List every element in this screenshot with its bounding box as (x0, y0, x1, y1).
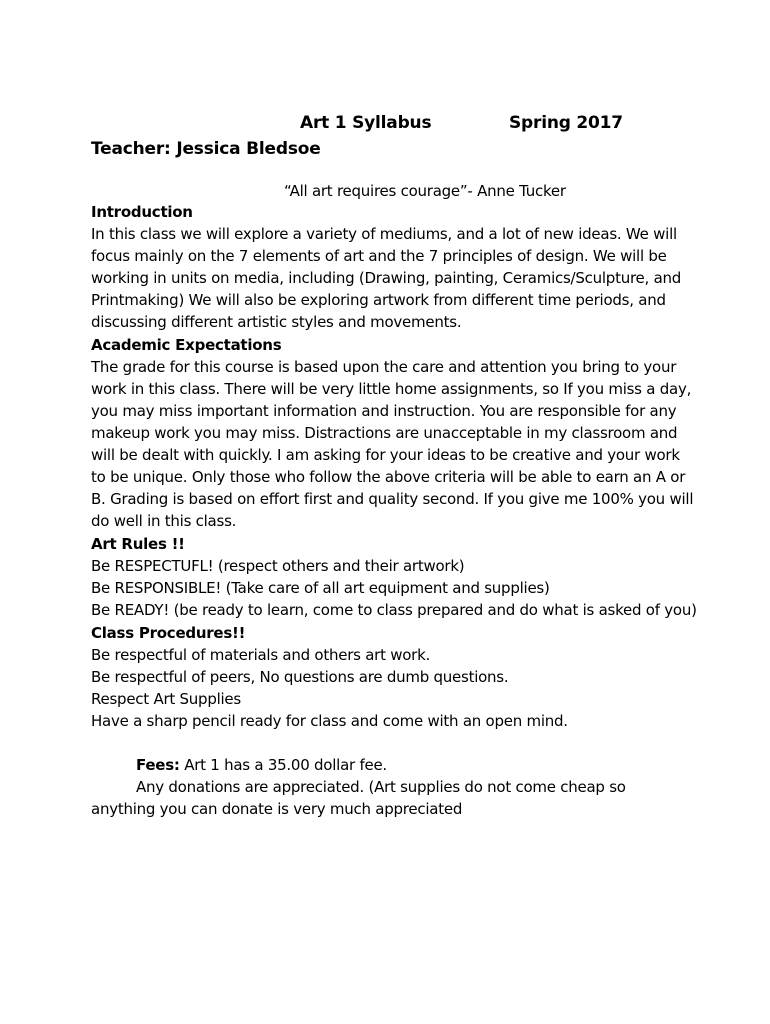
fees-label: Fees: (136, 756, 180, 774)
paragraph-line: do well in this class. (91, 512, 237, 530)
section-heading-introduction: Introduction (91, 203, 193, 221)
paragraph-line: will be dealt with quickly. I am asking for your ideas to be creative and your work (91, 446, 680, 464)
course-title: Art 1 Syllabus (300, 113, 432, 133)
paragraph-line: to be unique. Only those who follow the above criteria will be able to earn an A or (91, 468, 686, 486)
rule-item: Be READY! (be ready to learn, come to class prepared and do what is asked of you) (91, 601, 697, 619)
section-heading-rules: Art Rules !! (91, 535, 185, 553)
paragraph-line: you may miss important information and instruction. You are responsible for any (91, 402, 677, 420)
section-heading-academic: Academic Expectations (91, 336, 282, 354)
paragraph-line: work in this class. There will be very little home assignments, so If you miss a day, (91, 380, 692, 398)
paragraph-line: Printmaking) We will also be exploring artwork from different time periods, and (91, 291, 666, 309)
paragraph-line: working in units on media, including (Drawing, painting, Ceramics/Sculpture, and (91, 269, 682, 287)
procedure-item: Be respectful of peers, No questions are dumb questions. (91, 668, 509, 686)
quote: “All art requires courage”- Anne Tucker (284, 182, 566, 200)
paragraph-line: discussing different artistic styles and movements. (91, 313, 462, 331)
paragraph-line: In this class we will explore a variety of mediums, and a lot of new ideas. We will (91, 225, 677, 243)
donation-line: Any donations are appreciated. (Art supplies do not come cheap so (136, 778, 626, 796)
procedure-item: Be respectful of materials and others art work. (91, 646, 431, 664)
fees-text: Art 1 has a 35.00 dollar fee. (179, 756, 387, 774)
paragraph-line: makeup work you may miss. Distractions are unacceptable in my classroom and (91, 424, 678, 442)
paragraph-line: The grade for this course is based upon the care and attention you bring to your (91, 358, 677, 376)
section-heading-procedures: Class Procedures!! (91, 624, 246, 642)
procedure-item: Have a sharp pencil ready for class and come with an open mind. (91, 712, 568, 730)
paragraph-line: B. Grading is based on effort first and quality second. If you give me 100% you will (91, 490, 694, 508)
term-label: Spring 2017 (509, 113, 623, 133)
procedure-item: Respect Art Supplies (91, 690, 241, 708)
teacher-name: Teacher: Jessica Bledsoe (91, 139, 321, 159)
rule-item: Be RESPECTUFL! (respect others and their artwork) (91, 557, 465, 575)
rule-item: Be RESPONSIBLE! (Take care of all art equipment and supplies) (91, 579, 550, 597)
donation-line-continued: anything you can donate is very much appreciated (91, 800, 463, 818)
paragraph-line: focus mainly on the 7 elements of art and the 7 principles of design. We will be (91, 247, 667, 265)
fees-line (136, 754, 387, 776)
